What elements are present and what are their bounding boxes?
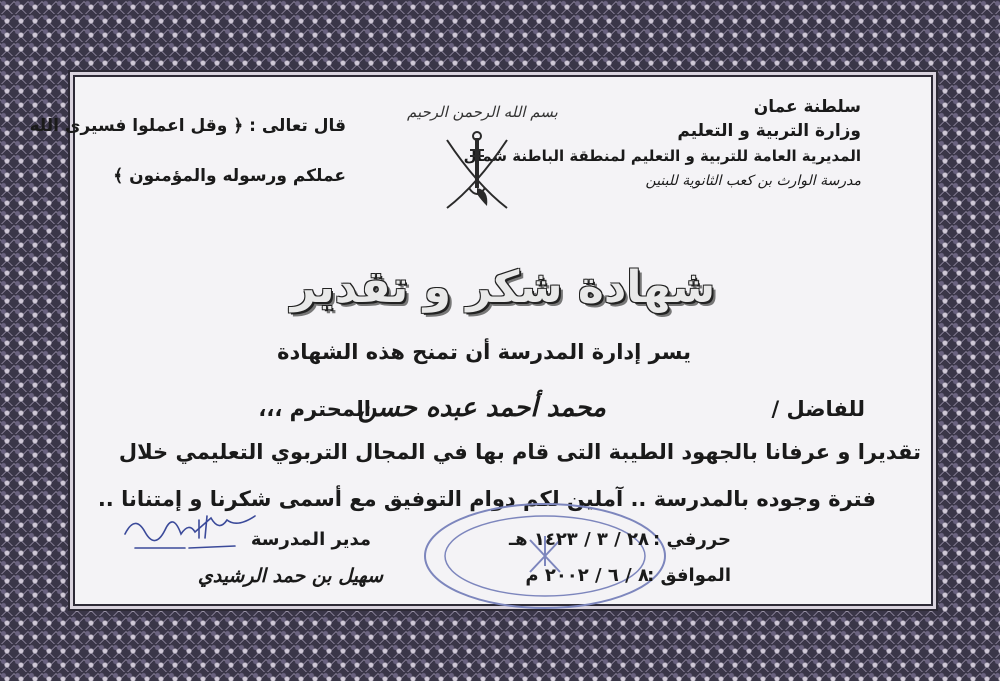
gregorian-date-label: الموافق : [647,565,731,586]
principal-name: سهيل بن حمد الرشيدي [197,565,383,587]
closing-line: فترة وجوده بالمدرسة .. آملين لكم دوام التوفيق مع أسمى شكرنا و إمتنانا .. [97,487,876,511]
intro-line: يسر إدارة المدرسة أن تمنح هذه الشهادة [277,340,691,364]
sultanate-heading: سلطنة عمان [753,97,861,117]
school-stamp [420,500,670,612]
quran-verse-line1: قال تعالى : ﴿ وقل اعملوا فسيرى الله [29,116,346,136]
basmala: بسم الله الرحمن الرحيم [407,103,558,121]
issue-date-label: حررفي : [653,529,731,550]
recipient-name: محمد أحمد عبده حسن [357,393,606,423]
ministry-heading: وزارة التربية و التعليم [677,121,861,141]
school-name: مدرسة الوارث بن كعب الثانوية للبنين [645,173,861,189]
issue-date-gregorian: ٨ / ٦ / ٢٠٠٢ م [525,565,649,586]
certificate-panel [29,75,933,606]
honorific: المحترم ،،، [258,397,371,421]
certificate-title: شهادة شكر و تقدير [290,262,716,313]
appreciation-line: تقديرا و عرفانا بالجهود الطيبة التى قام بها في المجال التربوي التعليمي خلال [118,440,921,464]
directorate-heading: المديرية العامة للتربية و التعليم لمنطقة الباطنة شمال [463,147,861,165]
principal-title: مدير المدرسة [250,529,371,550]
recipient-label: للفاضل / [771,397,865,421]
issue-date-hijri: ٢٨ / ٣ / ١٤٢٣ هـ [508,529,649,550]
oman-emblem-icon [437,130,517,214]
principal-signature [115,504,265,562]
quran-verse-line2: عملكم ورسوله والمؤمنون ﴾ [113,166,346,186]
